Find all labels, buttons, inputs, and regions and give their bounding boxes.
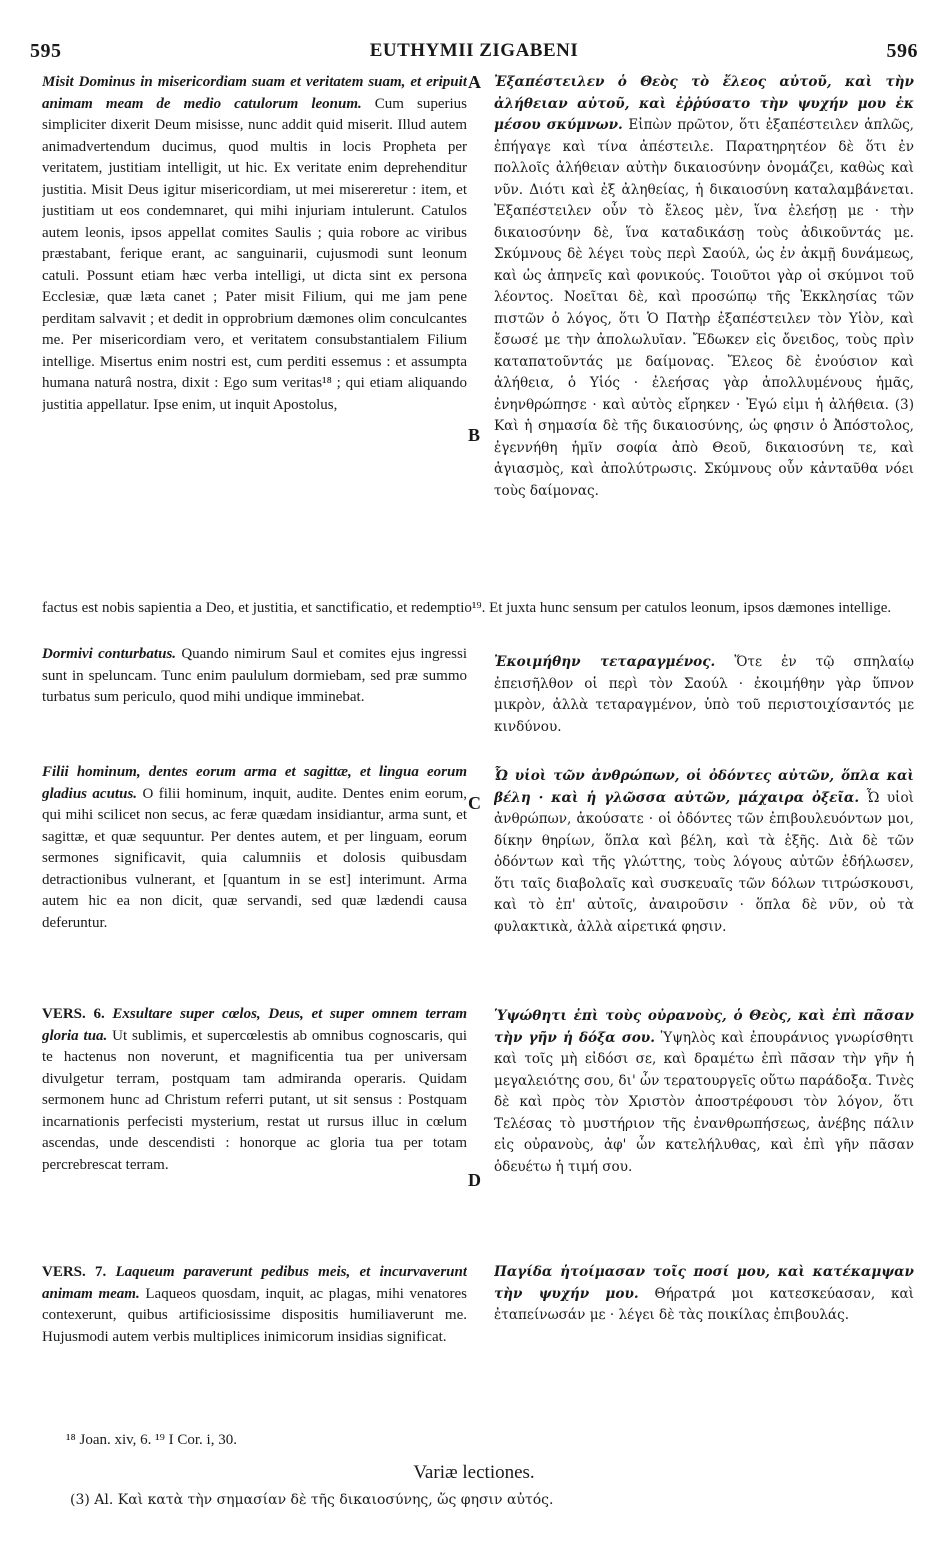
latin-commentary: Cum superius simpliciter dixerit Deum misisse, nunc addit quid miserit. Illud autem animadvertendum ducimus, quod multis in locis Propheta per veritatem, justitiam intelligit, ut hic. Ex veritate enim deprehenditur justitia. Misit Deus igitur misericordiam, ut mei misereretur : item, et justitiam ut eos condemnaret, qui mihi injuriam intulerunt. Catulos autem leonis, ipsos appellat comites Saulis ; quia robore ac viribus præstabant, ferique erant, ac sanguinarii, cujusmodi sunt leonum catuli. Possunt etiam hæc verba intelligi, ut dicta sint ex persona Ecclesiæ, quæ læta canet ; Pater misit Filium, qui me jam pene perditam salvavit ; et dedit in opprobrium dæmones olim conculcantes me. Per misericordiam vero, et veritatem consubstantialem Filium intellige. Misertus enim nostri est, cum perditi essemus : et assumpta humana naturâ nostra, dixit : Ego sum veritas¹⁸ ; qui etiam aliquando justitia appellatur. Ipse enim, ut inquit Apostolus,: [42, 95, 467, 413]
latin-commentary: Ut sublimis, et supercœlestis ab omnibus cognoscaris, qui te hactenus non noverunt, et magnificentia tua per universam divulgetur terram, postquam tam admiranda operaris. Quidam sermonem hunc ad Christum referri putant, ut sit sensus : Postquam incarnationis perfecisti mysterium, restat ut rursus illuc in cœlum ascendas, unde descendisti : honorque ac gloria tua per totam percrebrescat terram.: [42, 1027, 467, 1173]
greek-commentary: Ὑψηλὸς καὶ ἐπουράνιος γνωρίσθητι καὶ τοῖς μὴ εἰδόσι σε, καὶ δραμέτω ἐπὶ πᾶσαν τὴν γῆν ἡ μεγαλειότης σου, δι' ὧν τερατουργεῖς οὕτω παράδοξα. Τινὲς δὲ καὶ πρὸς τὸν Χριστὸν ἀποστρέφουσι τὸν λόγον, ὅτι Τελέσας τὸ μυστήριον τῆς ἐνανθρωπήσεως, ἀνέβης πάλιν εἰς οὐρανοὺς, ἀφ' ὧν κατελήλυθας, καὶ ἐπὶ γῆν πᾶσαν ὁδευέτω ἡ τιμή σου.: [494, 1029, 914, 1175]
latin-paragraph: [42, 644, 467, 754]
latin-lemma: Exsultare super cœlos, Deus, et super omnem terram gloria tua.: [42, 1006, 467, 1044]
latin-commentary: O filii hominum, inquit, audite. Dentes enim eorum, qui mihi scilicet non secus, ac feræ quædam insidiantur, arma sunt, et sagittæ, et quæ sequuntur. Per dentes autem, et per linguam, eorum sermones significavit, quia calumniis et dolosis quibusdam detractionibus vulnerant, et [quantum in se est] interimunt. Arma autem hic ea non dicit, quæ servandi, sed quæ lædendi causa deferuntur.: [42, 785, 467, 931]
latin-commentary: Quando nimirum Saul et comites ejus ingressi sunt in speluncam. Tunc enim paululum dormiebam, sed præ summo turbatus sum periculo, quod mihi undique imminebat.: [42, 646, 467, 705]
margin-letter-a: A: [468, 72, 481, 92]
margin-letter-d: D: [468, 1170, 481, 1190]
greek-paragraph: [494, 1262, 914, 1352]
greek-paragraph: [494, 1006, 914, 1238]
margin-letter-c: C: [468, 793, 481, 813]
variae-lectiones-heading: Variæ lectiones.: [413, 1462, 535, 1483]
margin-letter-b: B: [468, 425, 481, 445]
page-header: [30, 40, 918, 68]
greek-commentary: Εἰπὼν πρῶτον, ὅτι ἐξαπέστειλεν ἁπλῶς, ἐπήγαγε καὶ τίνα ἀπέστειλε. Παρατηρητέον δὲ ὅτι ἐν πολλοῖς ἀλήθειαν αὐτὴν δικαιοσύνην ὀνομάζει, καθὼς καὶ νῦν. Διότι καὶ ἐξ ἀληθείας, ἡ δικαιοσύνη καταλαμβάνεται. Ἐξαπέστειλεν οὖν τὸ ἔλεος μὲν, ἵνα ἐλεήσῃ με · τὴν δικαιοσύνην δὲ, ἵνα καταδικάσῃ τοὺς ἀδικοῦντάς με. Σκύμνους δὲ λέγει τοὺς περὶ Σαούλ, ὡς ἐν ἀκμῇ δυνάμεως, καὶ ὡς ἀπηνεῖς καὶ φονικούς. Τοιοῦτοι γὰρ οἱ σκύμνοι τοῦ λέοντος. Νοεῖται δὲ, καὶ προσώπῳ τῆς Ἐκκλησίας τῶν πιστῶν ὁ λόγος, ὅτι Ὁ Πατὴρ ἐξαπέστειλεν τὸν Υἱὸν, καὶ ἔσωσέ με τὴν ἀπολωλυῖαν. Ἔδωκεν εἰς ὄνειδος, τοὺς πρὶν καταπατοῦντάς με δαίμονας. Ἔλεος δὲ ἐνούσιον καὶ ἀλήθεια, ὁ Υἱός · ἐλεήσας γὰρ ἀπολλυμένους ἡμᾶς, ἐνηνθρώπησε · καὶ αὐτὸς εἴρηκεν · Ἐγώ εἰμι ἡ ἀλήθεια. (3) Καὶ ἡ σημασία δὲ τῆς δικαιοσύνης, ὡς φησιν ὁ Ἀπόστολος, ἐγεννήθη ἡμῖν σοφία ἀπὸ Θεοῦ, δικαιοσύνη τε, καὶ ἁγιασμὸς, καὶ ἀπολύτρωσις. Σκύμνους οὖν κἀνταῦθα νόει τοὺς δαίμονας.: [494, 117, 914, 499]
latin-paragraph: [42, 1004, 467, 1260]
greek-lemma: Παγίδα ἡτοίμασαν τοῖς ποσί μου, καὶ κατέκαμψαν τὴν ψυχήν μου.: [494, 1264, 914, 1302]
greek-lemma: Ἐξαπέστειλεν ὁ Θεὸς τὸ ἔλεος αὐτοῦ, καὶ τὴν ἀλήθειαν αὐτοῦ, καὶ ἐῤῥύσατο τὴν ψυχήν μου ἐκ μέσου σκύμνων.: [494, 74, 914, 133]
latin-paragraph: [42, 762, 467, 1002]
latin-lemma: Filii hominum, dentes eorum arma et sagittæ, et lingua eorum gladius acutus.: [42, 764, 467, 802]
latin-paragraph: [42, 72, 467, 597]
greek-commentary: Ὅτε ἐν τῷ σπηλαίῳ ἐπεισῆλθον οἱ περὶ τὸν Σαούλ · ἐκοιμήθην γὰρ ὕπνον μικρὸν, ἀλλὰ τεταραγμένον, ὑπὸ τοῦ περιστοιχίσαντός με κινδύνου.: [494, 654, 914, 735]
running-title: EUTHYMII ZIGABENI: [369, 40, 579, 61]
verse-number: VERS. 6.: [42, 1006, 105, 1022]
variae-lectiones-text: (3) Al. Καὶ κατὰ τὴν σημασίαν δὲ τῆς δικαιοσύνης, ὥς φησιν αὐτός.: [70, 1492, 554, 1508]
greek-commentary: Ὦ υἱοὶ ἀνθρώπων, ἀκούσατε · οἱ ὀδόντες τῶν ἐπιβουλευόντων μοι, δίκην θηρίων, ὅπλα καὶ βέλη, καὶ τὰ ἑξῆς. Διὰ δὲ τῶν ὀδόντων καὶ τῆς γλώττης, τοὺς λόγους αὐτῶν ἐδήλωσεν, ὅτι ταῖς διαβολαῖς καὶ συσκευαῖς τῶν δόλων τιτρώσκουσι, καὶ τὸ ἐπ' αὐτοῖς, ἀναιροῦσιν · ὅπλα δὲ νῦν, οὐ τὰ φυλακτικὰ, ἀλλὰ αἱρετικά φησιν.: [494, 789, 914, 935]
greek-paragraph: [494, 72, 914, 597]
latin-commentary: Laqueos quosdam, inquit, ac plagas, mihi venatores contexerunt, quibus artificiosissime dispositis humiliaverunt me. Hujusmodi autem verbis multiplices inimicorum insidias significat.: [42, 1285, 467, 1345]
latin-paragraph: [42, 1262, 467, 1412]
latin-lemma: Dormivi conturbatus.: [42, 646, 177, 662]
footnotes: ¹⁸ Joan. xiv, 6. ¹⁹ I Cor. i, 30.: [66, 1432, 237, 1448]
greek-paragraph: [494, 766, 914, 981]
greek-commentary: Θήρατρά μοι κατεσκεύασαν, καὶ ἐταπείνωσάν με · λέγει δὲ τὰς ποικίλας ἐπιβουλάς.: [494, 1285, 914, 1323]
latin-lemma: Laqueum paraverunt pedibus meis, et incurvaverunt animam meam.: [42, 1264, 467, 1302]
latin-lemma: Misit Dominus in misericordiam suam et veritatem suam, et eripuit animam meam de medio catulorum leonum.: [42, 74, 467, 112]
verse-number: VERS. 7.: [42, 1264, 107, 1280]
page-number-left: 595: [30, 40, 62, 62]
greek-lemma: Ὑψώθητι ἐπὶ τοὺς οὐρανοὺς, ὁ Θεὸς, καὶ ἐπὶ πᾶσαν τὴν γῆν ἡ δόξα σου.: [494, 1008, 914, 1046]
page-number-right: 596: [886, 40, 918, 62]
full-width-line: factus est nobis sapientia a Deo, et justitia, et sanctificatio, et redemptio¹⁹. Et juxta hunc sensum per catulos leonum, ipsos dæmones intellige.: [42, 600, 892, 616]
greek-paragraph: [494, 652, 914, 742]
greek-lemma: Ὦ υἱοὶ τῶν ἀνθρώπων, οἱ ὀδόντες αὐτῶν, ὅπλα καὶ βέλη · καὶ ἡ γλῶσσα αὐτῶν, μάχαιρα ὀξεῖα.: [494, 768, 914, 806]
greek-lemma: Ἐκοιμήθην τεταραγμένος.: [494, 654, 716, 670]
